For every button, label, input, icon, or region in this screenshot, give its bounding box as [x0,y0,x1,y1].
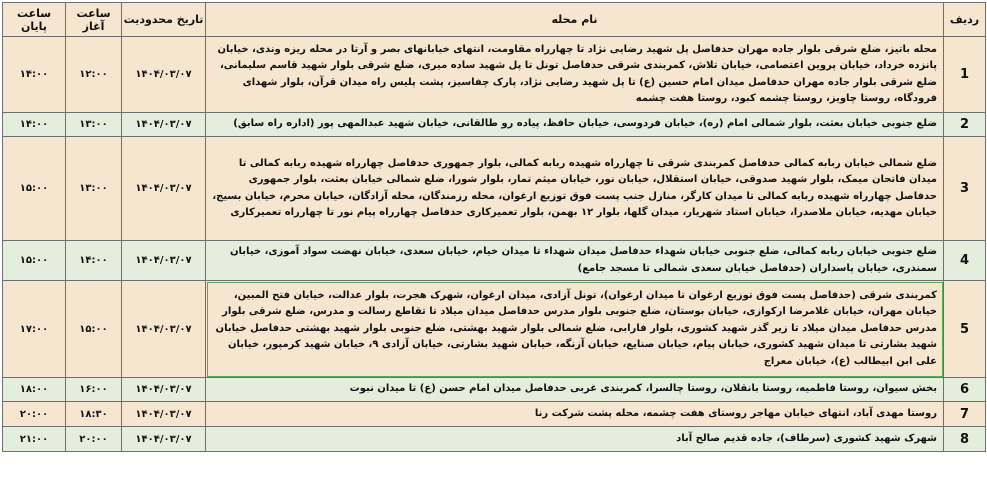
area-names: کمربندی شرقی (حدفاصل پست فوق توزیع ارغوان تا میدان ارغوان)، تونل آزادی، میدان ارغوان، شهرک هجرت، بلوار عدالت، خیابان فتح المبین، خیابان مهران، خیابان غلامرضا ارکوازی، خیابان بوستان، ضلع جنوبی بلوار مدرس حدفاصل میدان میلاد تا تقاطع رسالت و مدرس، ضلع شرقی بلوار مدرس حدفاصل میدان میلاد تا زیر گذر شهید کشوری، بلوار فارابی، ضلع شمالی بلوار شهید بهشتی، ضلع جنوبی بلوار شهید بهشتی حدفاصل خیابان شهید بشارتی تا میدان شهید کشوری، خیابان پیام، خیابان صنایع، خیابان آزنگه، خیابان شهید بشارتی، خیابان آزادی ۹، خیابان شهید کرمپور، خیابان علی ابن ابیطالب (ع)، خیابان معراج [206,281,944,378]
row-number: 2 [944,113,986,137]
end-time: ۱۵:۰۰ [3,137,66,241]
area-names: شهرک شهید کشوری (سرطاف)، جاده قدیم صالح آباد [206,427,944,452]
start-time: ۱۴:۰۰ [66,241,122,281]
header-row-number: ردیف [944,3,986,37]
area-names: بخش سیوان، روستا فاطمیه، روستا بانقلان، روستا چالسرا، کمربندی غربی حدفاصل میدان امام حسن (ع) تا میدان نبوت [206,378,944,402]
start-time: ۱۲:۰۰ [66,37,122,113]
header-date: تاریخ محدودیت [122,3,206,37]
row-number: 6 [944,378,986,402]
table-row [3,281,986,378]
end-time: ۱۵:۰۰ [3,241,66,281]
table-row [3,113,986,137]
outage-date: ۱۴۰۴/۰۳/۰۷ [122,137,206,241]
outage-date: ۱۴۰۴/۰۳/۰۷ [122,113,206,137]
end-time: ۱۴:۰۰ [3,113,66,137]
row-number: 4 [944,241,986,281]
row-number: 7 [944,402,986,427]
end-time: ۱۴:۰۰ [3,37,66,113]
row-number: 3 [944,137,986,241]
area-names: محله باتیز، ضلع شرقی بلوار جاده مهران حدفاصل پل شهید رضایی نژاد تا چهارراه مقاومت، انتهای خیابانهای بصر و آرتا در محله ریزه وندی، خیابان پانزده خرداد، خیابان پروین اعتصامی، خیابان تلاش، کمربندی شرقی حدفاصل تونل تا پل شهید ساده میری، ضلع شرقی بلوار شهید قاسم سلیمانی، ضلع شرقی بلوار جاده مهران حدفاصل میدان امام حسین (ع) تا پل شهید رضایی نژاد، پارک چفاسیز، پشت پلیس راه میدان قرآن، بلوار شهدای فرودگاه، روستا چاویز، روستا چشمه کبود، روستا هفت چشمه [206,37,944,113]
table-header-row [3,3,986,37]
outage-date: ۱۴۰۴/۰۳/۰۷ [122,378,206,402]
area-names: ضلع جنوبی خیابان ربابه کمالی، ضلع جنوبی خیابان شهداء حدفاصل میدان شهداء تا میدان خیام، خیابان سعدی، خیابان نهضت سواد آموزی، خیابان سمندری، خیابان پاسداران (حدفاصل خیابان سعدی شمالی تا مسجد جامع) [206,241,944,281]
start-time: ۱۵:۰۰ [66,281,122,378]
start-time: ۱۶:۰۰ [66,378,122,402]
end-time: ۱۸:۰۰ [3,378,66,402]
header-end-time: ساعت پایان [3,3,66,37]
end-time: ۲۱:۰۰ [3,427,66,452]
header-start-time: ساعت آغاز [66,3,122,37]
header-area-name: نام محله [206,3,944,37]
outage-date: ۱۴۰۴/۰۳/۰۷ [122,281,206,378]
row-number: 5 [944,281,986,378]
table-row [3,378,986,402]
table-row [3,427,986,452]
area-names: ضلع شمالی خیابان ربابه کمالی حدفاصل کمربندی شرقی تا چهارراه شهیده ربابه کمالی، بلوار جمهوری حدفاصل چهارراه شهیده ربابه کمالی تا میدان فاتحان میمک، بلوار شهید صدوقی، خیابان استقلال، خیابان نور، خیابان میثم تمار، بلوار شورا، ضلع شمالی خیابان بعثت، بلوار جمهوری حدفاصل چهارراه شهیده ربابه کمالی تا میدان کارگر، منازل جنب پست فوق توزیع ارغوان، محله رزمندگان، محله آزادگان، خیابان محرم، خیابان بسیج، خیابان مهدیه، خیابان ملاصدرا، خیابان استاد شهریار، میدان گلها، بلوار ۱۲ بهمن، بلوار تعمیرکاری حدفاصل چهارراه پیام نور تا چهارراه تعمیرکاری [206,137,944,241]
start-time: ۱۸:۳۰ [66,402,122,427]
outage-schedule-table [2,2,986,452]
outage-date: ۱۴۰۴/۰۳/۰۷ [122,402,206,427]
row-number: 8 [944,427,986,452]
end-time: ۱۷:۰۰ [3,281,66,378]
table-row [3,241,986,281]
outage-date: ۱۴۰۴/۰۳/۰۷ [122,241,206,281]
end-time: ۲۰:۰۰ [3,402,66,427]
row-number: 1 [944,37,986,113]
table-row [3,37,986,113]
table-row [3,402,986,427]
area-names: روستا مهدی آباد، انتهای خیابان مهاجر روستای هفت چشمه، محله پشت شرکت رنا [206,402,944,427]
outage-date: ۱۴۰۴/۰۳/۰۷ [122,427,206,452]
start-time: ۱۳:۰۰ [66,137,122,241]
start-time: ۱۳:۰۰ [66,113,122,137]
outage-date: ۱۴۰۴/۰۳/۰۷ [122,37,206,113]
table-row [3,137,986,241]
area-names: ضلع جنوبی خیابان بعثت، بلوار شمالی امام (ره)، خیابان فردوسی، خیابان حافظ، پیاده رو طالقانی، خیابان شهید عبدالمهی پور (اداره راه سابق) [206,113,944,137]
start-time: ۲۰:۰۰ [66,427,122,452]
